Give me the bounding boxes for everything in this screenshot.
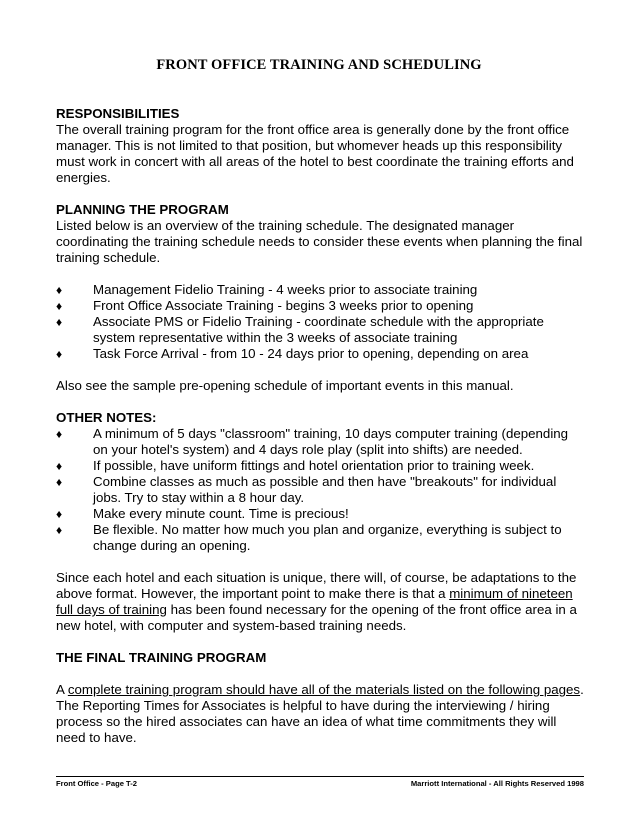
- list-item: [56, 458, 586, 474]
- footer-divider: [56, 776, 584, 777]
- final-program-heading: THE FINAL TRAINING PROGRAM: [56, 650, 267, 665]
- diamond-bullet-icon: ♦: [56, 427, 63, 441]
- adaptations-paragraph: [56, 570, 586, 634]
- final-text-part1: A: [56, 682, 68, 697]
- minimum-days-emphasis: minimum of nineteen full days of training: [56, 586, 573, 617]
- list-item-text: Management Fidelio Training - 4 weeks prior to associate training: [93, 282, 478, 297]
- diamond-bullet-icon: ♦: [56, 299, 63, 313]
- list-item-text: Be flexible. No matter how much you plan and organize, everything is subject to change during an opening.: [93, 522, 562, 553]
- planning-bullet-list: [56, 282, 586, 362]
- list-item-text: If possible, have uniform fittings and hotel orientation prior to training week.: [93, 458, 535, 473]
- list-item: [56, 298, 586, 314]
- list-item-text: Combine classes as much as possible and then have "breakouts" for individual jobs. Try to stay within a 8 hour day.: [93, 474, 557, 505]
- page-title: FRONT OFFICE TRAINING AND SCHEDULING: [156, 57, 482, 73]
- list-item: [56, 506, 586, 522]
- list-item: [56, 522, 586, 554]
- adaptations-text-part2: has been found necessary for the opening of the front office area in a new hotel, with computer and system-based training needs.: [56, 602, 577, 633]
- list-item: [56, 426, 586, 458]
- final-text-part2: . The Reporting Times for Associates is helpful to have during the interviewing / hiring process so the hired associates can have an idea of what time commitments they will need to have.: [56, 682, 584, 745]
- diamond-bullet-icon: ♦: [56, 523, 63, 537]
- complete-program-emphasis: complete training program should have all of the materials listed on the following pages: [67, 682, 581, 697]
- diamond-bullet-icon: ♦: [56, 283, 63, 297]
- diamond-bullet-icon: ♦: [56, 475, 63, 489]
- list-item: [56, 282, 586, 298]
- diamond-bullet-icon: ♦: [56, 315, 63, 329]
- other-notes-bullet-list: [56, 426, 586, 554]
- responsibilities-heading: RESPONSIBILITIES: [56, 106, 180, 121]
- document-body: [56, 106, 586, 746]
- footer-page-label: Front Office - Page T-2: [56, 779, 138, 788]
- list-item-text: Associate PMS or Fidelio Training - coordinate schedule with the appropriate system representative within the 3 weeks of associate training: [93, 314, 544, 345]
- diamond-bullet-icon: ♦: [56, 507, 63, 521]
- adaptations-text-part1: Since each hotel and each situation is unique, there will, of course, be adaptations to the above format. However, the important point to make there is that a: [56, 570, 577, 601]
- diamond-bullet-icon: ♦: [56, 347, 63, 361]
- list-item: [56, 474, 586, 506]
- planning-heading: PLANNING THE PROGRAM: [56, 202, 229, 217]
- list-item-text: Task Force Arrival - from 10 - 24 days prior to opening, depending on area: [93, 346, 529, 361]
- planning-text: Listed below is an overview of the training schedule. The designated manager coordinating the training schedule needs to consider these events when planning the final training schedule.: [56, 218, 583, 265]
- footer-copyright: Marriott International - All Rights Reserved 1998: [410, 779, 584, 788]
- list-item: [56, 346, 586, 362]
- other-notes-heading: OTHER NOTES:: [56, 410, 157, 425]
- list-item-text: Front Office Associate Training - begins 3 weeks prior to opening: [93, 298, 474, 313]
- diamond-bullet-icon: ♦: [56, 459, 63, 473]
- list-item: [56, 314, 586, 346]
- final-program-paragraph: [56, 682, 586, 746]
- planning-note: Also see the sample pre-opening schedule of important events in this manual.: [56, 378, 514, 393]
- list-item-text: A minimum of 5 days "classroom" training, 10 days computer training (depending on your hotel's system) and 4 days role play (split into shifts) are needed.: [93, 426, 569, 457]
- list-item-text: Make every minute count. Time is precious!: [93, 506, 349, 521]
- responsibilities-text: The overall training program for the front office area is generally done by the front office manager. This is not limited to that position, but whomever heads up this responsibility must work in concert with all areas of the hotel to best coordinate the training efforts and energies.: [56, 122, 574, 185]
